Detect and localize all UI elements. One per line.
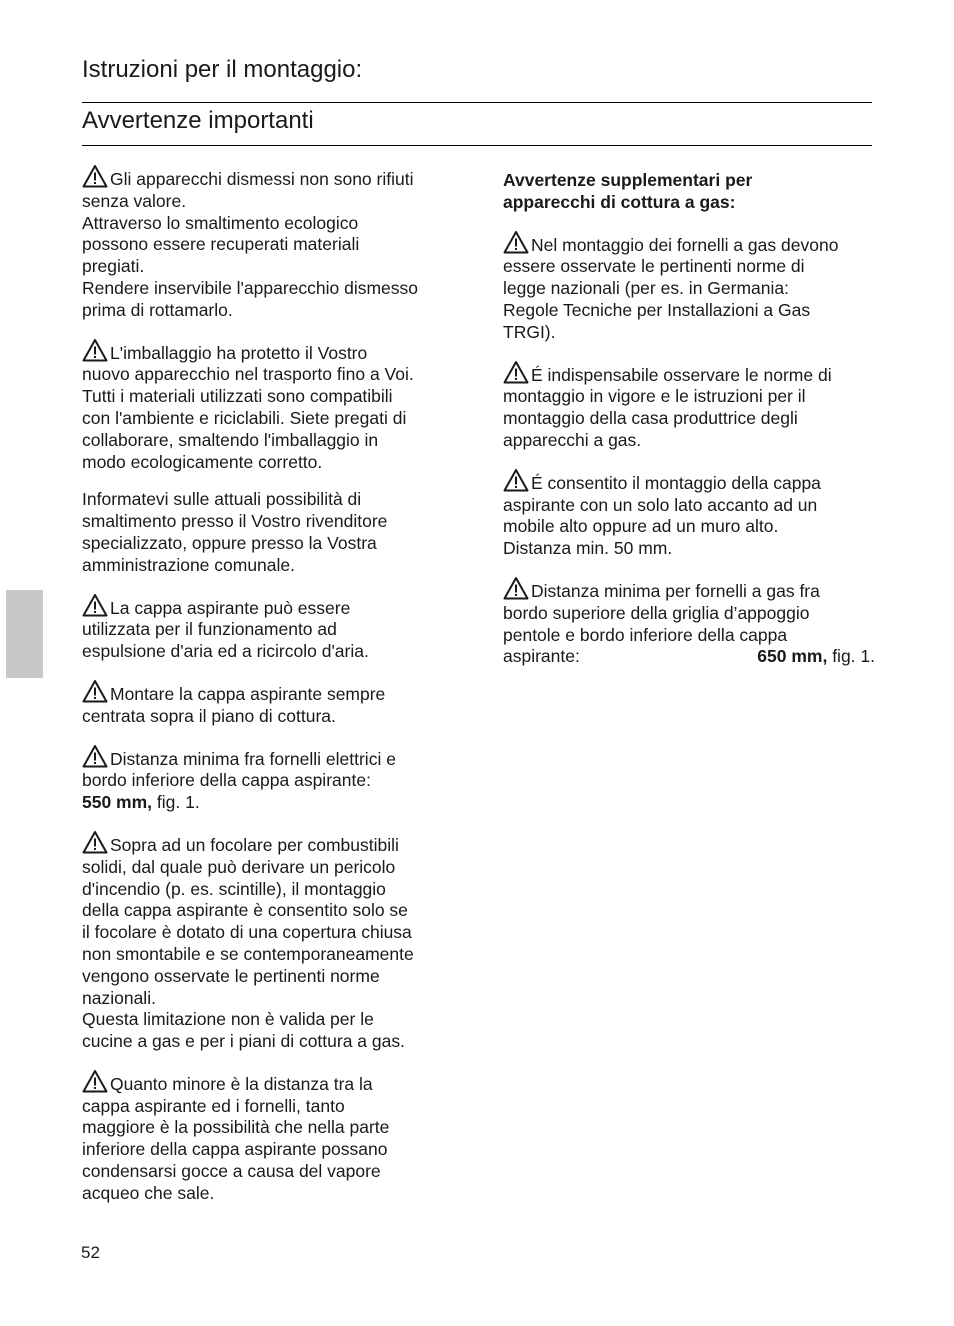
text-line: acqueo che sale. <box>82 1182 215 1203</box>
distance-group <box>757 646 875 668</box>
text-line: apparecchi a gas. <box>503 429 642 450</box>
text-line: L'imballaggio ha protetto il Vostro <box>82 338 452 365</box>
warning-triangle-icon <box>82 164 108 188</box>
left-column <box>82 164 452 1221</box>
text-line: utilizzata per il funzionamento ad <box>82 619 337 640</box>
text-line: prima di rottamarlo. <box>82 299 233 320</box>
page-title: Istruzioni per il montaggio: <box>82 56 363 83</box>
warning-triangle-icon <box>503 576 529 600</box>
text-line: Informatevi sulle attuali possibilità di <box>82 489 362 510</box>
text-line: Rendere inservibile l'apparecchio dismesso <box>82 277 419 298</box>
figure-reference: fig. 1. <box>152 792 200 813</box>
warning-paragraph <box>82 830 452 1053</box>
text-line: Sopra ad un focolare per combustibili <box>82 830 452 857</box>
text-line: cucine a gas e per i piani di cottura a gas. <box>82 1031 405 1052</box>
text-line: essere osservate le pertinenti norme di <box>503 256 805 277</box>
text-line: É consentito il montaggio della cappa <box>503 468 875 495</box>
warning-paragraph <box>503 360 875 452</box>
text-line: Nel montaggio dei fornelli a gas devono <box>503 230 875 257</box>
text-line: Tutti i materiali utilizzati sono compatibili <box>82 386 393 407</box>
text-line: il focolare è dotato di una copertura chiusa <box>82 922 412 943</box>
supplementary-heading <box>503 170 875 214</box>
text-line: La cappa aspirante può essere <box>82 593 452 620</box>
warning-triangle-icon <box>503 230 529 254</box>
warning-paragraph <box>82 164 452 322</box>
text-line: vengono osservate le pertinenti norme <box>82 965 380 986</box>
warning-triangle-icon <box>82 679 108 703</box>
text-line: Distanza minima fra fornelli elettrici e <box>82 744 452 771</box>
warning-triangle-icon <box>82 830 108 854</box>
text-line: É indispensabile osservare le norme di <box>503 360 875 387</box>
text-line: non smontabile e se contemporaneamente <box>82 943 414 964</box>
warning-triangle-icon <box>503 360 529 384</box>
section-title: Avvertenze importanti <box>82 107 314 134</box>
text-line: collaborare, smaltendo l'imballaggio in <box>82 429 379 450</box>
text-line: pentole e bordo inferiore della cappa <box>503 624 788 645</box>
figure-reference: fig. 1. <box>827 646 875 667</box>
text-line: solidi, dal quale può derivare un pericolo <box>82 856 396 877</box>
warning-paragraph <box>503 576 875 668</box>
text-line: Quanto minore è la distanza tra la <box>82 1069 452 1096</box>
text-line: bordo inferiore della cappa aspirante: <box>82 770 371 791</box>
text-line: Distanza minima per fornelli a gas fra <box>503 576 875 603</box>
text-line: maggiore è la possibilità che nella parte <box>82 1117 390 1138</box>
text-fragment: aspirante: <box>503 646 580 667</box>
text-line: Gli apparecchi dismessi non sono rifiuti <box>82 164 452 191</box>
text-line: senza valore. <box>82 190 187 211</box>
section-divider <box>82 145 872 146</box>
text-line: nazionali. <box>82 987 156 1008</box>
distance-value: 550 mm, <box>82 792 153 813</box>
text-line: cappa aspirante ed i fornelli, tanto <box>82 1095 345 1116</box>
text-line: aspirante con un solo lato accanto ad un <box>503 494 818 515</box>
text-line: specializzato, oppure presso la Vostra <box>82 532 377 553</box>
text-line: condensarsi gocce a causa del vapore <box>82 1161 381 1182</box>
text-line: bordo superiore della griglia d’appoggio <box>503 602 810 623</box>
warning-paragraph <box>503 468 875 560</box>
warning-paragraph <box>82 593 452 663</box>
language-tab-marker <box>6 590 43 678</box>
heading-line: apparecchi di cottura a gas: <box>503 191 736 212</box>
text-line <box>82 792 452 814</box>
right-column <box>503 164 875 684</box>
text-line: Attraverso lo smaltimento ecologico <box>82 212 359 233</box>
warning-triangle-icon <box>82 1069 108 1093</box>
warning-paragraph <box>82 1069 452 1205</box>
warning-paragraph <box>503 230 875 344</box>
distance-value: 650 mm, <box>757 646 828 667</box>
heading-line: Avvertenze supplementari per <box>503 170 753 190</box>
text-line: Distanza min. 50 mm. <box>503 538 673 559</box>
warning-paragraph <box>82 679 452 728</box>
text-line: smaltimento presso il Vostro rivenditore <box>82 511 388 532</box>
text-line: inferiore della cappa aspirante possano <box>82 1139 388 1160</box>
text-line: con l'ambiente e riciclabili. Siete pregati di <box>82 407 407 428</box>
text-line: modo ecologicamente corretto. <box>82 451 323 472</box>
warning-triangle-icon <box>82 744 108 768</box>
text-line: amministrazione comunale. <box>82 554 296 575</box>
page-number: 52 <box>81 1243 100 1262</box>
text-line: nuovo apparecchio nel trasporto fino a Voi. <box>82 364 414 385</box>
warning-triangle-icon <box>82 593 108 617</box>
text-line: d'incendio (p. es. scintille), il montaggio <box>82 878 386 899</box>
text-line: mobile alto oppure ad un muro alto. <box>503 516 779 537</box>
warning-paragraph <box>82 338 452 474</box>
text-line: espulsione d'aria ed a ricircolo d'aria. <box>82 641 369 662</box>
warning-triangle-icon <box>82 338 108 362</box>
text-line: Montare la cappa aspirante sempre <box>82 679 452 706</box>
text-line: centrata sopra il piano di cottura. <box>82 705 336 726</box>
text-line: Regole Tecniche per Installazioni a Gas <box>503 299 811 320</box>
text-line <box>503 646 875 668</box>
text-line: montaggio della casa produttrice degli <box>503 408 798 429</box>
title-divider <box>82 102 872 103</box>
warning-paragraph <box>82 489 452 576</box>
text-line: montaggio in vigore e le istruzioni per il <box>503 386 806 407</box>
text-line: TRGI). <box>503 321 556 342</box>
warning-paragraph <box>82 744 452 814</box>
text-line: Questa limitazione non è valida per le <box>82 1009 374 1030</box>
text-line: della cappa aspirante è consentito solo se <box>82 900 408 921</box>
text-line: pregiati. <box>82 256 145 277</box>
warning-triangle-icon <box>503 468 529 492</box>
text-line: possono essere recuperati materiali <box>82 234 360 255</box>
text-line: legge nazionali (per es. in Germania: <box>503 278 789 299</box>
